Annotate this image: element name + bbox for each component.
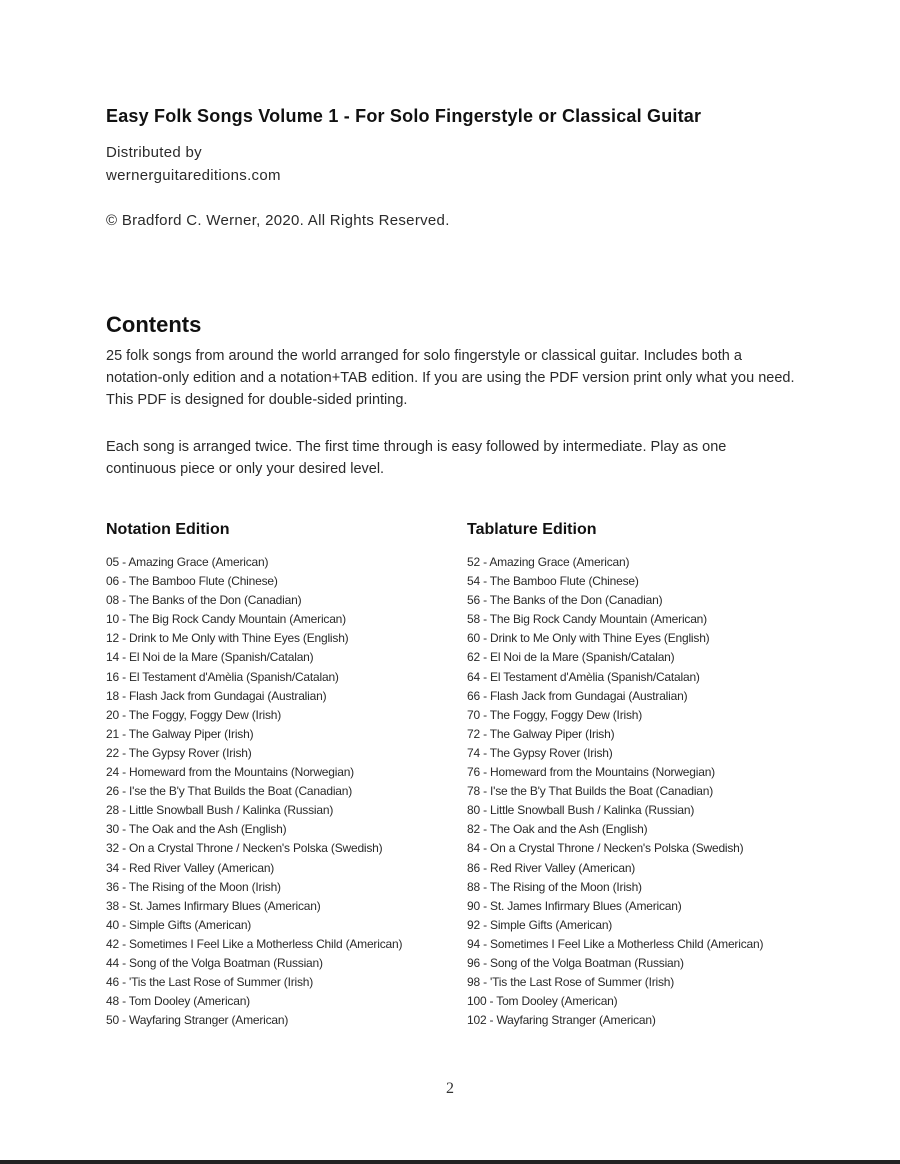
toc-entry: 88 - The Rising of the Moon (Irish) [467,879,642,894]
toc-entry: 50 - Wayfaring Stranger (American) [106,1013,289,1028]
toc-entry: 40 - Simple Gifts (American) [106,917,252,932]
toc-entry: 82 - The Oak and the Ash (English) [467,822,648,837]
toc-entry: 22 - The Gypsy Rover (Irish) [106,745,252,760]
toc-entry: 42 - Sometimes I Feel Like a Motherless Child (American) [106,936,403,951]
notation-edition-heading: Notation Edition [106,521,230,538]
toc-entry: 56 - The Banks of the Don (Canadian) [467,593,663,608]
toc-entry: 84 - On a Crystal Throne / Necken's Polska (Swedish) [467,841,744,856]
toc-entry: 86 - Red River Valley (American) [467,860,636,875]
toc-entry: 78 - I'se the B'y That Builds the Boat (Canadian) [467,784,714,799]
toc-entry: 26 - I'se the B'y That Builds the Boat (Canadian) [106,784,353,799]
page-number: 2 [446,1080,454,1097]
copyright-notice: © Bradford C. Werner, 2020. All Rights Reserved. [106,212,450,229]
toc-entry: 28 - Little Snowball Bush / Kalinka (Russian) [106,803,334,818]
distribution-info [106,141,281,187]
toc-entry: 36 - The Rising of the Moon (Irish) [106,879,281,894]
toc-entry: 62 - El Noi de la Mare (Spanish/Catalan) [467,650,675,665]
contents-arrangement-paragraph: Each song is arranged twice. The first time through is easy followed by intermediate. Play as one continuous piece or only your desired level. [106,439,727,477]
toc-entry: 80 - Little Snowball Bush / Kalinka (Russian) [467,803,695,818]
toc-entry: 98 - 'Tis the Last Rose of Summer (Irish) [467,975,675,990]
toc-entry: 18 - Flash Jack from Gundagai (Australian) [106,688,327,703]
notation-edition-list [106,553,456,1030]
toc-entry: 10 - The Big Rock Candy Mountain (American) [106,612,346,627]
toc-entry: 30 - The Oak and the Ash (English) [106,822,287,837]
toc-entry: 96 - Song of the Volga Boatman (Russian) [467,955,684,970]
notation-edition-column [106,519,456,1030]
toc-entry: 58 - The Big Rock Candy Mountain (American) [467,612,707,627]
toc-entry: 76 - Homeward from the Mountains (Norwegian) [467,765,715,780]
toc-entry: 102 - Wayfaring Stranger (American) [467,1013,656,1028]
toc-entry: 70 - The Foggy, Foggy Dew (Irish) [467,707,643,722]
toc-entry: 60 - Drink to Me Only with Thine Eyes (English) [467,631,710,646]
toc-entry: 12 - Drink to Me Only with Thine Eyes (English) [106,631,349,646]
contents-heading: Contents [106,312,202,337]
toc-entry: 16 - El Testament d'Amèlia (Spanish/Catalan) [106,669,339,684]
contents-intro-paragraph: 25 folk songs from around the world arranged for solo fingerstyle or classical guitar. Includes both a notation-only edition and a notation+TAB edition. If you are using the PDF version print only what you need. This PDF is designed for double-sided printing. [106,348,795,408]
toc-entry: 92 - Simple Gifts (American) [467,917,613,932]
tablature-edition-heading: Tablature Edition [467,521,597,538]
toc-entry: 94 - Sometimes I Feel Like a Motherless Child (American) [467,936,764,951]
toc-entry: 64 - El Testament d'Amèlia (Spanish/Catalan) [467,669,700,684]
toc-entry: 48 - Tom Dooley (American) [106,994,250,1009]
toc-entry: 20 - The Foggy, Foggy Dew (Irish) [106,707,282,722]
tablature-edition-list [467,553,847,1030]
toc-entry: 38 - St. James Infirmary Blues (American) [106,898,321,913]
toc-entry: 74 - The Gypsy Rover (Irish) [467,745,613,760]
toc-entry: 05 - Amazing Grace (American) [106,555,269,569]
toc-entry: 66 - Flash Jack from Gundagai (Australian) [467,688,688,703]
toc-entry: 54 - The Bamboo Flute (Chinese) [467,574,639,589]
toc-entry: 06 - The Bamboo Flute (Chinese) [106,574,278,589]
distributed-by-label: Distributed by [106,144,202,161]
toc-entry: 100 - Tom Dooley (American) [467,994,618,1009]
toc-entry: 32 - On a Crystal Throne / Necken's Polska (Swedish) [106,841,383,856]
toc-entry: 46 - 'Tis the Last Rose of Summer (Irish) [106,975,314,990]
book-title: Easy Folk Songs Volume 1 - For Solo Fingerstyle or Classical Guitar [106,106,702,126]
toc-entry: 72 - The Galway Piper (Irish) [467,726,615,741]
toc-entry: 08 - The Banks of the Don (Canadian) [106,593,302,608]
toc-entry: 90 - St. James Infirmary Blues (American) [467,898,682,913]
toc-entry: 21 - The Galway Piper (Irish) [106,726,254,741]
page-bottom-edge [0,1160,900,1164]
website-text: wernerguitareditions.com [106,167,281,184]
toc-entry: 24 - Homeward from the Mountains (Norwegian) [106,765,354,780]
toc-entry: 14 - El Noi de la Mare (Spanish/Catalan) [106,650,314,665]
tablature-edition-column [467,519,847,1030]
toc-entry: 44 - Song of the Volga Boatman (Russian) [106,955,323,970]
toc-entry: 34 - Red River Valley (American) [106,860,275,875]
toc-entry: 52 - Amazing Grace (American) [467,555,630,569]
